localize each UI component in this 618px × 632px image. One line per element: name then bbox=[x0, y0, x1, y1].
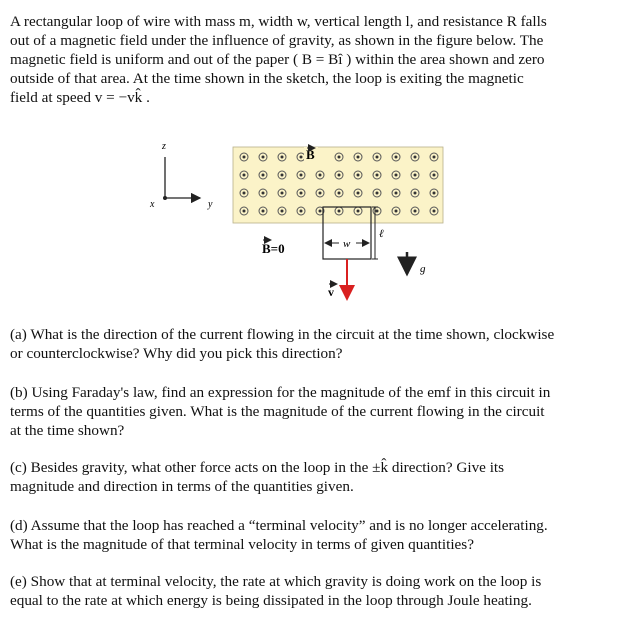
field-dot-center bbox=[300, 174, 303, 177]
problem-statement bbox=[10, 12, 610, 107]
velocity-label: v bbox=[328, 285, 334, 299]
zero-field-label: B=0 bbox=[262, 241, 285, 256]
field-dot-center bbox=[300, 210, 303, 213]
field-dot-center bbox=[433, 156, 436, 159]
field-dot-center bbox=[338, 174, 341, 177]
field-dot-center bbox=[414, 156, 417, 159]
field-dot-center bbox=[376, 192, 379, 195]
field-dot-center bbox=[395, 156, 398, 159]
axis-label-y: y bbox=[208, 199, 213, 210]
intro-line: outside of that area. At the time shown in the sketch, the loop is exiting the magnetic bbox=[10, 70, 524, 87]
field-dot-center bbox=[262, 174, 265, 177]
question-c bbox=[10, 458, 610, 496]
question-a bbox=[10, 325, 610, 363]
question-line: What is the magnitude of that terminal velocity in terms of given quantities? bbox=[10, 536, 474, 553]
field-dot-center bbox=[243, 192, 246, 195]
field-dot-center bbox=[262, 192, 265, 195]
axes bbox=[149, 141, 213, 210]
question-line: equal to the rate at which energy is being dissipated in the loop through Joule heating. bbox=[10, 592, 532, 609]
field-dot-center bbox=[357, 192, 360, 195]
field-dot-center bbox=[319, 192, 322, 195]
field-dot-center bbox=[357, 210, 360, 213]
question-line: (d) Assume that the loop has reached a “terminal velocity” and is no longer accelerating. bbox=[10, 517, 548, 534]
width-dimension bbox=[323, 238, 371, 250]
question-line: magnitude and direction in terms of the quantities given. bbox=[10, 478, 354, 495]
field-dot-center bbox=[319, 174, 322, 177]
question-line: at the time shown? bbox=[10, 422, 125, 439]
field-dot-center bbox=[281, 210, 284, 213]
field-dot-center bbox=[338, 192, 341, 195]
question-line: (b) Using Faraday's law, find an expression for the magnitude of the emf in this circuit in bbox=[10, 384, 551, 401]
field-dot-center bbox=[243, 174, 246, 177]
question-d bbox=[10, 516, 610, 554]
field-dot-center bbox=[376, 210, 379, 213]
field-dot-center bbox=[300, 192, 303, 195]
width-label: w bbox=[343, 238, 351, 250]
intro-line: out of a magnetic field under the influence of gravity, as shown in the figure below. The bbox=[10, 32, 544, 49]
field-dot-center bbox=[243, 210, 246, 213]
field-dot-center bbox=[433, 210, 436, 213]
question-b bbox=[10, 383, 610, 440]
gravity-label: g bbox=[420, 263, 426, 275]
field-dot-center bbox=[414, 192, 417, 195]
axis-label-z: z bbox=[162, 141, 166, 152]
field-dot-center bbox=[338, 210, 341, 213]
intro-line: magnetic field is uniform and out of the paper ( B = Bî ) within the area shown and zero bbox=[10, 51, 545, 68]
question-e bbox=[10, 572, 610, 610]
field-dot-center bbox=[395, 192, 398, 195]
field-dot-center bbox=[376, 174, 379, 177]
field-dot-center bbox=[338, 156, 341, 159]
question-line: or counterclockwise? Why did you pick this direction? bbox=[10, 345, 343, 362]
field-label: B bbox=[306, 147, 315, 162]
field-dot-center bbox=[357, 174, 360, 177]
field-dot-center bbox=[262, 210, 265, 213]
field-dot-center bbox=[281, 156, 284, 159]
loop-figure bbox=[0, 135, 618, 310]
field-dot-center bbox=[281, 192, 284, 195]
field-dot-center bbox=[433, 174, 436, 177]
field-dot-center bbox=[319, 210, 322, 213]
field-dot-center bbox=[414, 210, 417, 213]
question-line: (a) What is the direction of the current flowing in the circuit at the time shown, clockwise bbox=[10, 326, 555, 343]
intro-line: field at speed v = −vk̂ . bbox=[10, 89, 150, 106]
question-line: terms of the quantities given. What is the magnitude of the current flowing in the circuit bbox=[10, 403, 545, 420]
field-dot-center bbox=[376, 156, 379, 159]
field-dot-center bbox=[395, 210, 398, 213]
field-dot-center bbox=[281, 174, 284, 177]
length-label: ℓ bbox=[379, 228, 384, 240]
field-dot-center bbox=[414, 174, 417, 177]
intro-line: A rectangular loop of wire with mass m, width w, vertical length l, and resistance R falls bbox=[10, 13, 547, 30]
field-dot-center bbox=[300, 156, 303, 159]
axis-label-x: x bbox=[150, 199, 155, 210]
field-dot-center bbox=[243, 156, 246, 159]
question-line: (c) Besides gravity, what other force acts on the loop in the ±k̂ direction? Give its bbox=[10, 459, 505, 476]
question-line: (e) Show that at terminal velocity, the rate at which gravity is doing work on the loop is bbox=[10, 573, 542, 590]
field-dot-center bbox=[262, 156, 265, 159]
field-dot-center bbox=[433, 192, 436, 195]
field-dot-center bbox=[395, 174, 398, 177]
field-dot-center bbox=[357, 156, 360, 159]
